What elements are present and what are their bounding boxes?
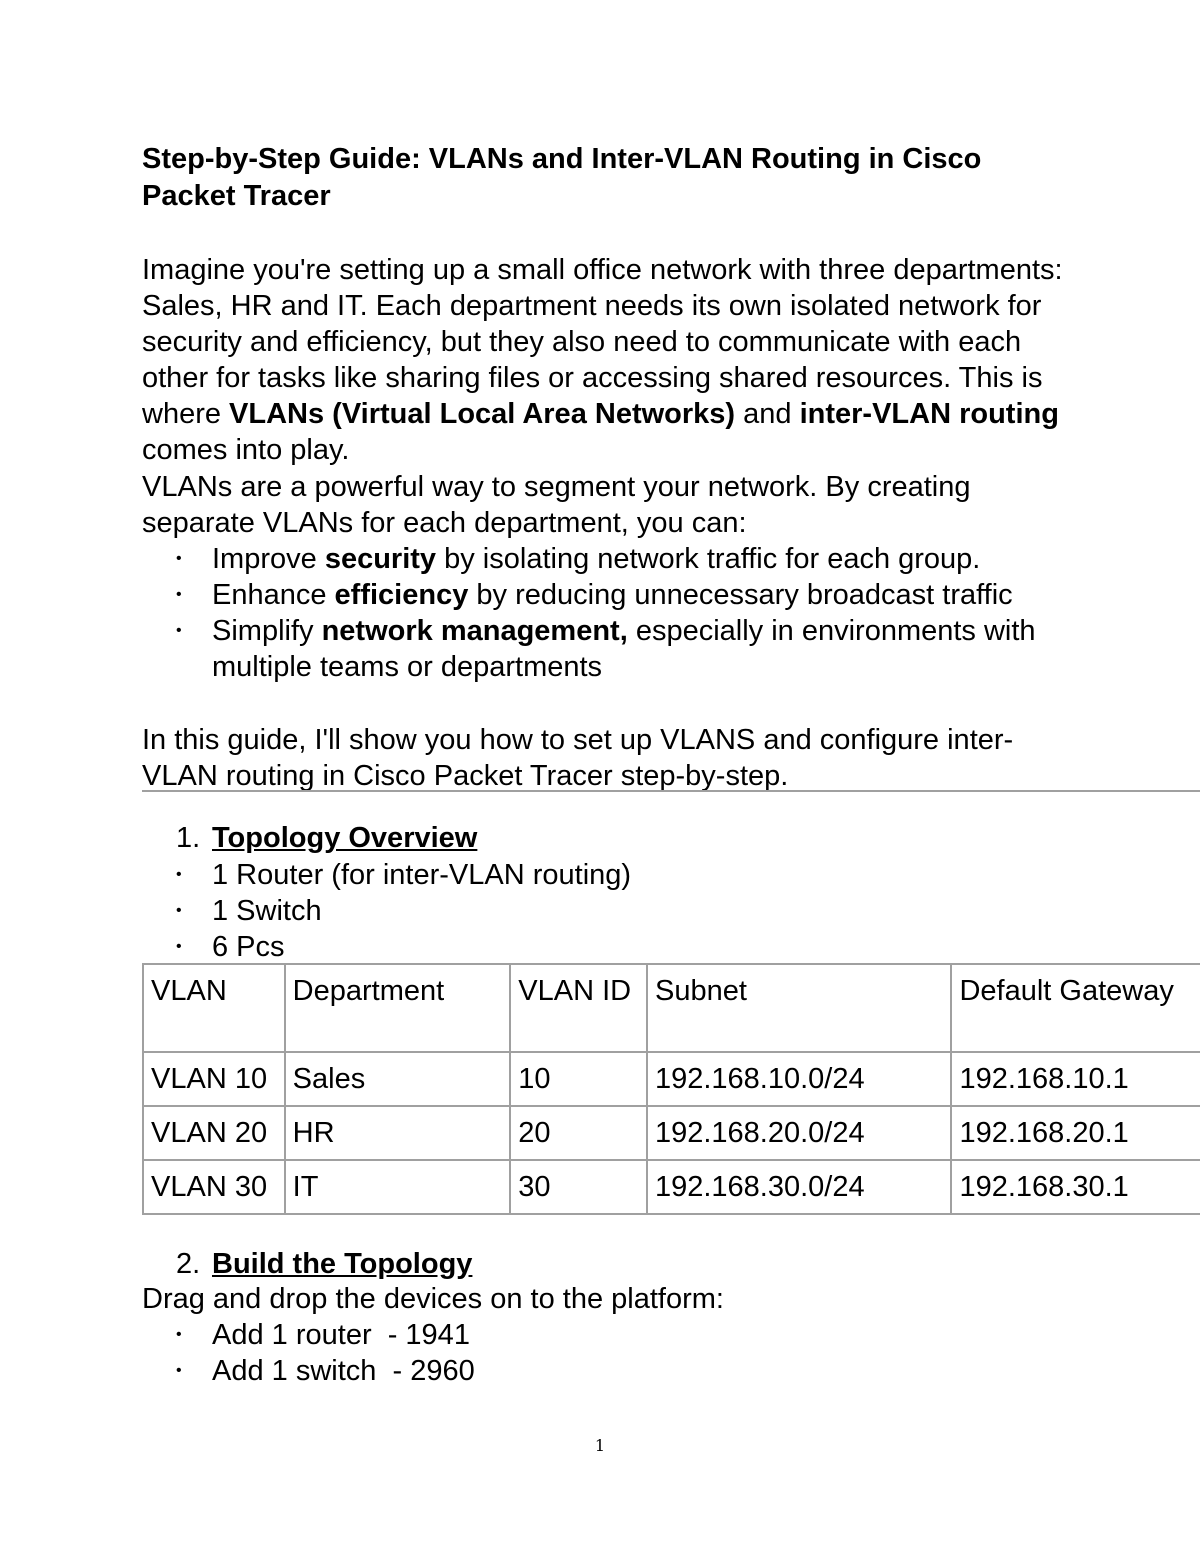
table-header-row [143, 964, 1200, 1052]
list-item: • 6 Pcs [176, 931, 285, 963]
table-row [143, 1052, 1200, 1106]
vlan-benefits-intro: VLANs are a powerful way to segment your network. By creating separate VLANs for each department, you can: [142, 471, 971, 539]
table-cell: 30 [510, 1160, 647, 1214]
table-header-cell: VLAN ID [510, 964, 647, 1052]
intro-text-3: comes into play. [142, 434, 350, 466]
document-title: Step-by-Step Guide: VLANs and Inter-VLAN Routing in Cisco Packet Tracer [142, 143, 982, 212]
intro-text-1: Imagine you're setting up a small office network with three departments: Sales, HR and IT. Each department needs its own isolated network for security and efficiency, but they also need to communicate with each other for tasks like sharing files or accessing shared resources. This is where [142, 254, 1063, 430]
bullet-icon: • [176, 622, 182, 639]
section-1-heading [176, 820, 477, 856]
section-2-heading [176, 1246, 472, 1282]
benefits-list [142, 541, 1042, 685]
table-cell: HR [285, 1106, 511, 1160]
table-cell: 10 [510, 1052, 647, 1106]
section-2-text: Drag and drop the devices on to the platform: [142, 1283, 724, 1315]
section-1-number: 1. [176, 822, 201, 854]
table-cell: VLAN 10 [143, 1052, 285, 1106]
list-item: • Add 1 router - 1941 [176, 1319, 470, 1351]
section-2-title: Build the Topology [212, 1248, 473, 1280]
page-number: 1 [594, 1436, 606, 1455]
table-cell: 192.168.10.1 [951, 1052, 1200, 1106]
section-2-number: 2. [176, 1248, 201, 1280]
intro-paragraph [142, 252, 1082, 468]
list-item: • 1 Switch [176, 895, 322, 927]
bullet-icon: • [176, 938, 182, 955]
table-header-cell: Default Gateway [951, 964, 1200, 1052]
table-cell: 192.168.30.1 [951, 1160, 1200, 1214]
bullet-icon: • [176, 550, 182, 567]
table-cell: IT [285, 1160, 511, 1214]
table-row [143, 1106, 1200, 1160]
bullet-icon: • [176, 1362, 182, 1379]
table-cell: 20 [510, 1106, 647, 1160]
bullet-icon: • [176, 1326, 182, 1343]
intro-text-2: and [735, 398, 800, 430]
list-item: • Enhance efficiency by reducing unnecessary broadcast traffic [176, 579, 1013, 611]
section-1-title: Topology Overview [212, 822, 478, 854]
table-cell: 192.168.20.1 [951, 1106, 1200, 1160]
bullet-icon: • [176, 902, 182, 919]
table-cell: VLAN 20 [143, 1106, 285, 1160]
table-cell: 192.168.20.0/24 [647, 1106, 951, 1160]
guide-intro-paragraph: In this guide, I'll show you how to set up VLANS and configure inter-VLAN routing in Cisco Packet Tracer step-by-step. [142, 724, 1014, 792]
intro-bold-vlans: VLANs (Virtual Local Area Networks) [229, 398, 736, 430]
table-cell: 192.168.30.0/24 [647, 1160, 951, 1214]
list-item: • Simplify network management, especially in environments with multiple teams or departments [176, 615, 1036, 683]
table-cell: Sales [285, 1052, 511, 1106]
table-cell: VLAN 30 [143, 1160, 285, 1214]
bullet-icon: • [176, 586, 182, 603]
table-header-cell: Department [285, 964, 511, 1052]
table-header-cell: Subnet [647, 964, 951, 1052]
build-list [142, 1317, 1042, 1389]
table-row [143, 1160, 1200, 1214]
table-cell: 192.168.10.0/24 [647, 1052, 951, 1106]
list-item: • Improve security by isolating network traffic for each group. [176, 543, 981, 575]
vlan-table [142, 963, 1200, 1215]
list-item: • 1 Router (for inter-VLAN routing) [176, 859, 632, 891]
bullet-icon: • [176, 866, 182, 883]
intro-bold-routing: inter-VLAN routing [799, 398, 1059, 430]
horizontal-divider [142, 790, 1200, 792]
table-header-cell: VLAN [143, 964, 285, 1052]
topology-list [142, 857, 1042, 965]
list-item: • Add 1 switch - 2960 [176, 1355, 475, 1387]
